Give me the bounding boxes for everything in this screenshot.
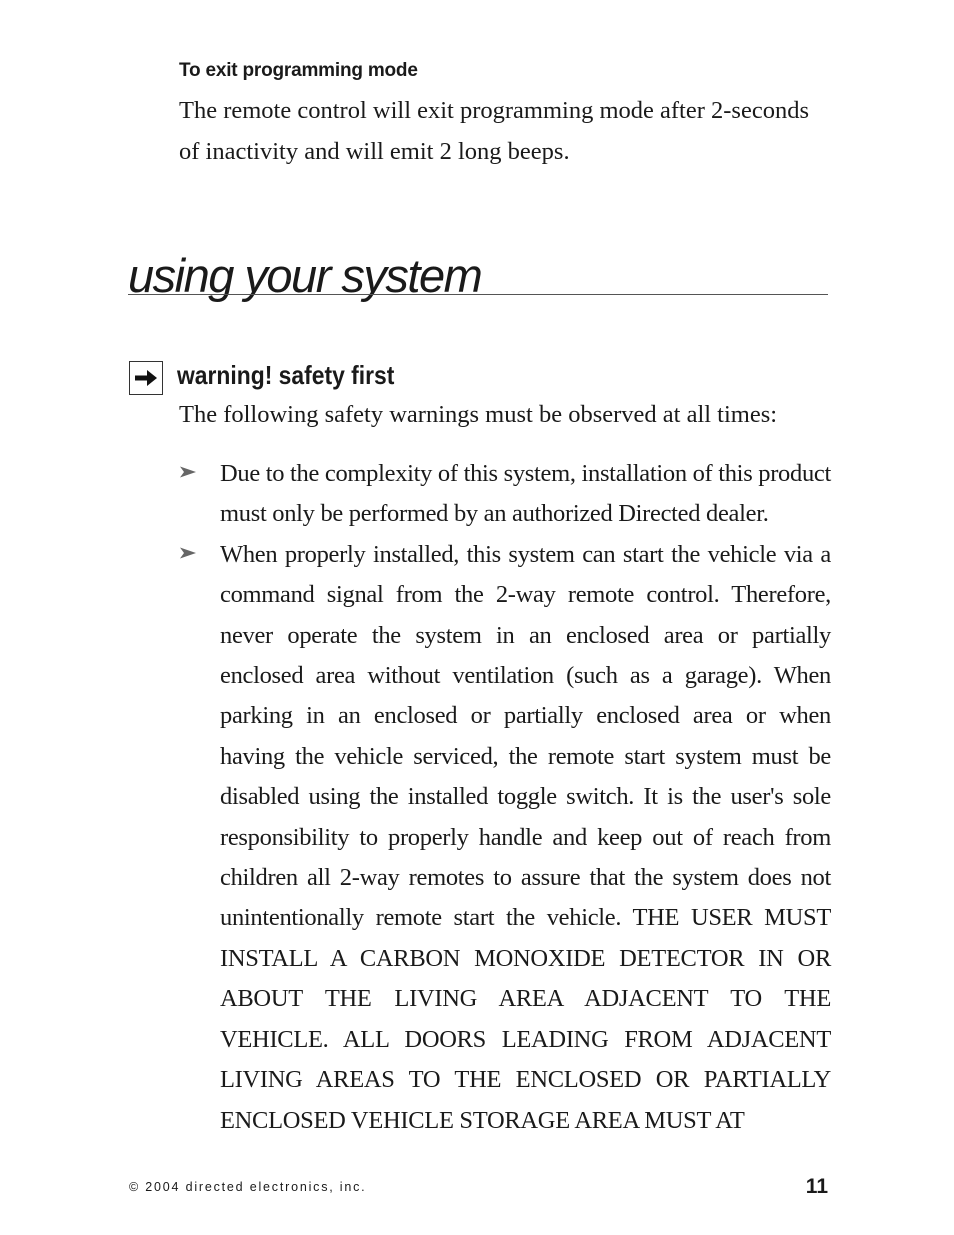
bullet-text: When properly installed, this system can start the vehicle via a command signal from the 2-way remote control. Therefore, never operate the system in an enclosed area or partially enclosed area without ventilation (such as a garage). When parking in an enclosed or partially enclosed area or when having the vehicle serviced, the remote start system must be disabled using the installed toggle switch. It is the user's sole responsibility to properly handle and keep out of reach from children all 2-way remotes to assure that the system does not unintentionally remote start the vehicle. THE USER MUST INSTALL A CARBON MONOXIDE DETECTOR IN OR ABOUT THE LIVING AREA ADJACENT TO THE VEHICLE. ALL DOORS LEADING FROM ADJACENT LIVING AREAS TO THE ENCLOSED OR PARTIALLY ENCLOSED VEHICLE STORAGE AREA MUST AT [220,540,831,1134]
programming-body: The remote control will exit programming mode after 2-seconds of inactivity and will emit 2 long beeps. [179,97,810,165]
list-item [179,454,831,535]
right-arrow-icon [134,369,158,387]
bullet-text: Due to the complexity of this system, installation of this product must only be performed by an authorized Directed dealer. [220,460,831,528]
footer-copyright: © 2004 directed electronics, inc. [129,1180,367,1194]
warning-intro: The following safety warnings must be observed at all times: [179,401,778,428]
bullet-arrowhead-icon [179,546,197,560]
list-item [179,535,831,1141]
section-divider [128,294,828,295]
section-title: using your system [128,249,482,302]
safety-bullet-list [179,454,831,1141]
warning-heading: warning! safety first [177,360,395,390]
arrow-box [129,361,163,395]
bullet-arrowhead-icon [179,465,197,479]
programming-heading: To exit programming mode [179,60,418,81]
page-number: 11 [805,1175,828,1198]
